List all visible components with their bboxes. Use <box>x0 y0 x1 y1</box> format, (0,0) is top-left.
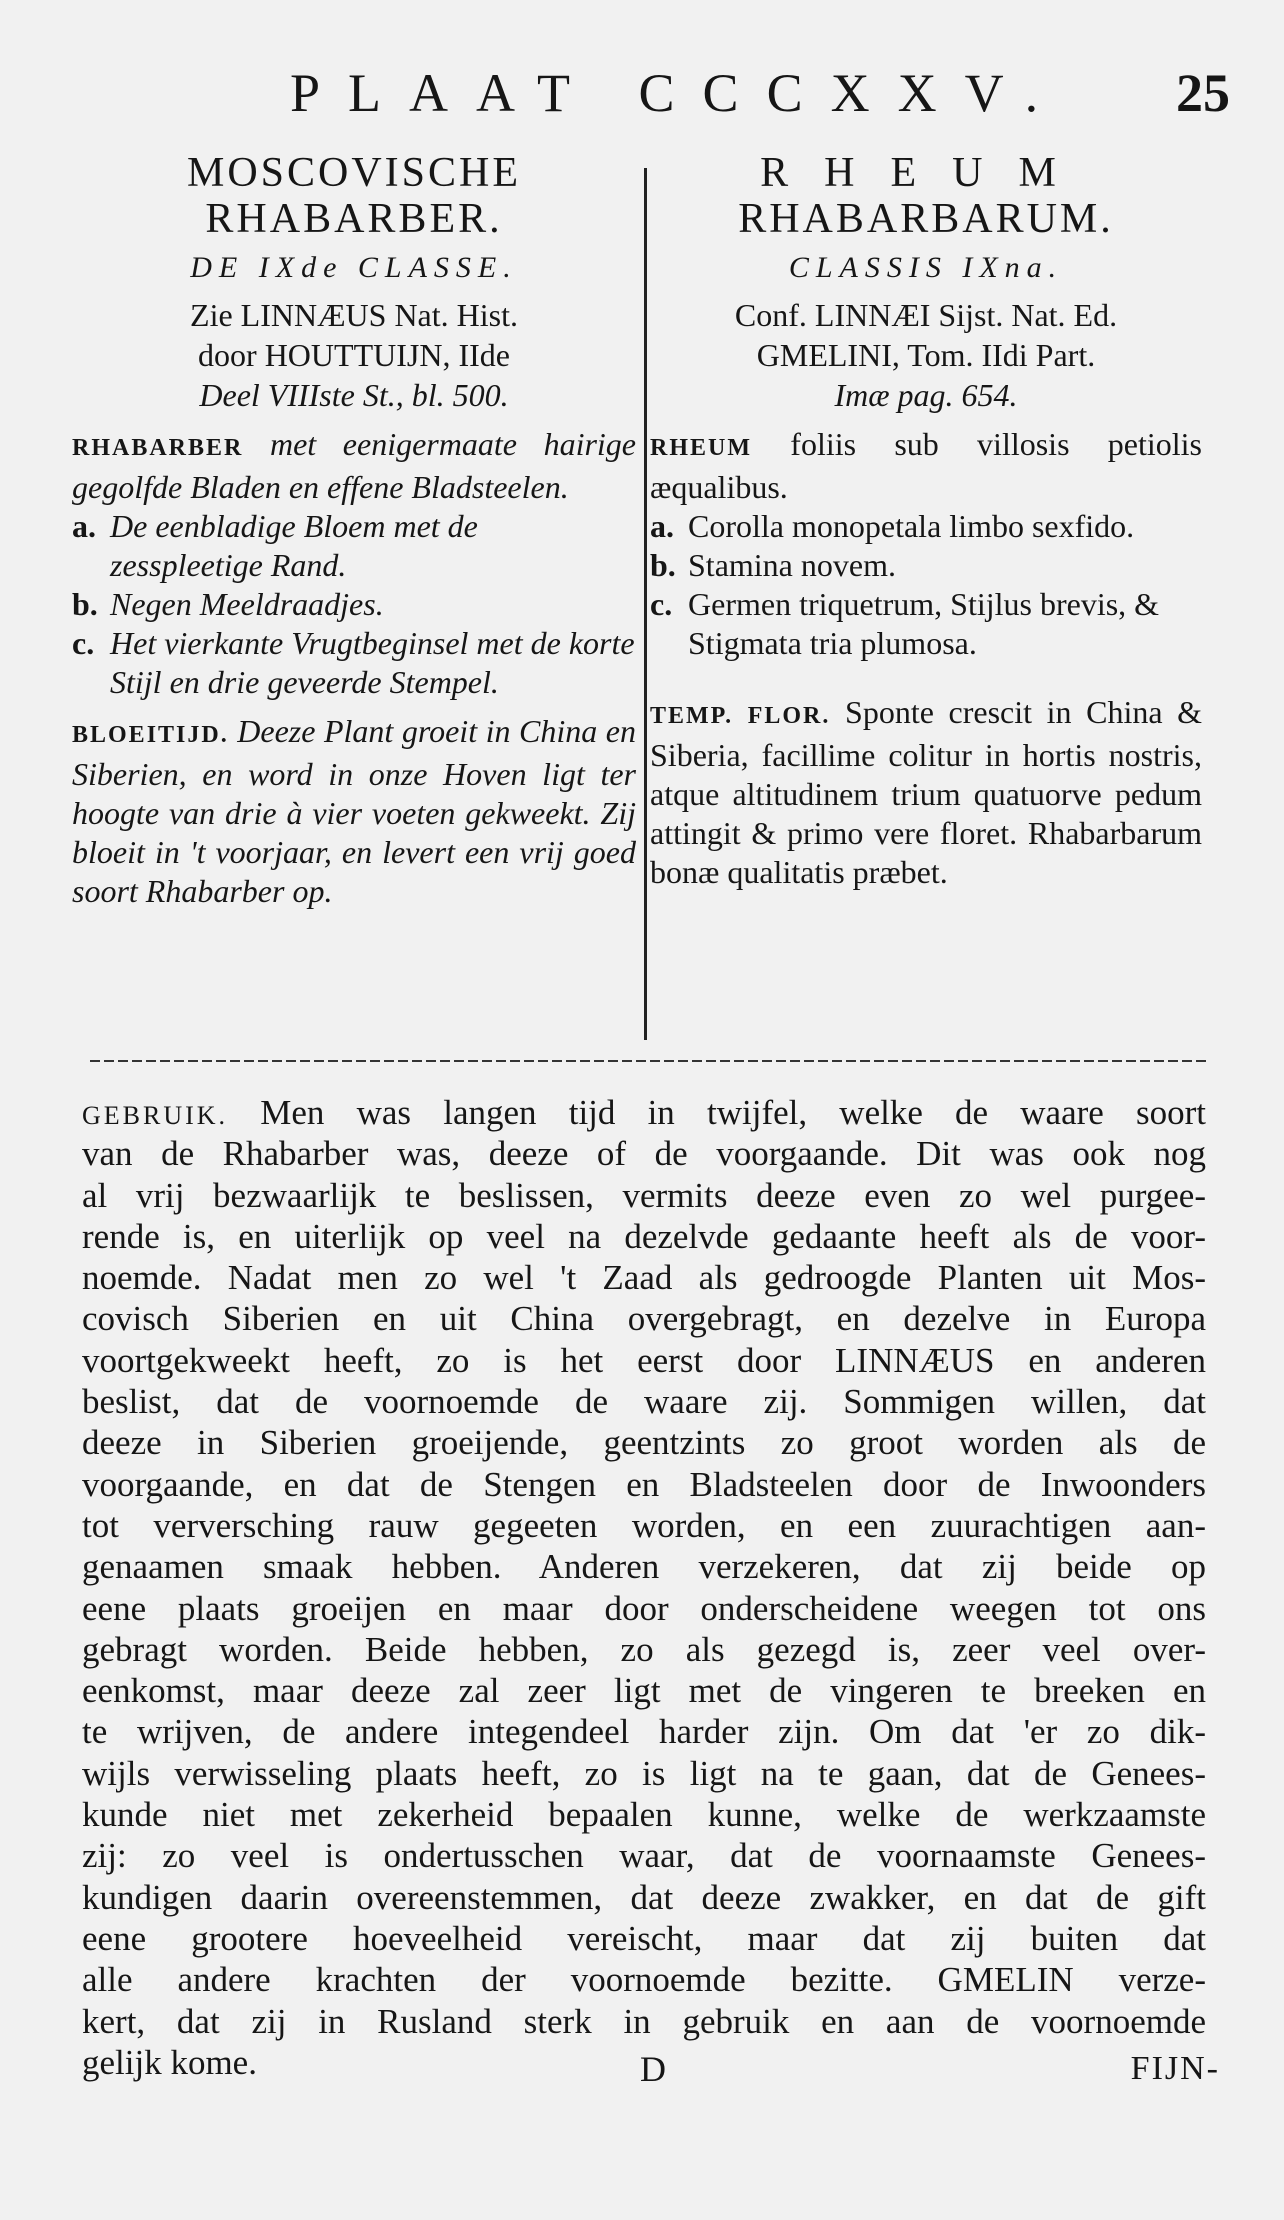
latin-item-c <box>650 585 1202 663</box>
running-head <box>290 62 1230 132</box>
item-label: a. <box>72 508 96 544</box>
latin-title-line-1: RHEUM <box>760 150 1092 196</box>
text-line: al vrij bezwaarlijk te beslissen, vermits deeze even zo wel purgee- <box>82 1175 1206 1215</box>
item-label: c. <box>650 586 673 622</box>
dutch-item-a <box>72 507 636 585</box>
latin-flowering-lead: TEMP. FLOR. <box>650 703 831 729</box>
dutch-class-label: DE IXde CLASSE. <box>190 251 518 284</box>
text-line: van de Rhabarber was, deeze of de voorgaande. Dit was ook nog <box>82 1134 1206 1174</box>
signature-mark: D <box>640 2049 666 2089</box>
latin-reference-1: Conf. LINNÆI Sijst. Nat. Ed. <box>734 297 1118 333</box>
dutch-reference-3: Deel VIIIste St., bl. 500. <box>199 377 509 413</box>
text-line: eenkomst, maar deeze zal zeer ligt met de vingeren te breeken en <box>82 1671 1206 1711</box>
latin-class-label: CLASSIS IXna. <box>788 251 1064 284</box>
dutch-reference-1: Zie LINNÆUS Nat. Hist. <box>190 297 518 333</box>
item-label: b. <box>650 547 676 583</box>
item-text: Het vierkante Vrugtbeginsel met de korte Stijl en drie geveerde Stempel. <box>110 625 635 700</box>
text-line: gebragt worden. Beide hebben, zo als gezegd is, zeer veel over- <box>82 1629 1206 1669</box>
dutch-item-c <box>72 624 636 702</box>
text-line: te wrijven, de andere integendeel harder zijn. Om dat 'er zo dik- <box>82 1712 1206 1752</box>
item-text: Corolla monopetala limbo sexfido. <box>688 508 1135 544</box>
dutch-flowering-lead: BLOEITIJD. <box>72 722 229 748</box>
gebruik-paragraph <box>82 1092 1206 2083</box>
dutch-flowering <box>72 712 636 911</box>
latin-column <box>650 150 1202 892</box>
latin-description <box>650 425 1202 507</box>
dutch-description <box>72 425 636 507</box>
plate-title: PLAAT CCCXXV. <box>290 63 1067 123</box>
text-line: kert, dat zij in Rusland sterk in gebruik en aan de voornoemde <box>82 2001 1206 2041</box>
dutch-title-line-1: MOSCOVISCHE <box>186 150 522 196</box>
item-label: a. <box>650 508 674 544</box>
latin-description-text: foliis sub villosis petiolis æqualibus. <box>650 426 1203 505</box>
latin-item-b <box>650 546 1202 585</box>
column-divider <box>644 168 647 1040</box>
text-line: covisch Siberien en uit China overgebragt, en dezelve in Europa <box>82 1299 1206 1339</box>
item-text: Germen triquetrum, Stijlus brevis, & Stigmata tria plumosa. <box>688 586 1160 661</box>
latin-flowering-text: Sponte crescit in China & Siberia, facillime colitur in hortis nostris, atque altitudinem trium quatuorve pedum attingit & primo vere floret. Rhabarbarum bonæ qualitatis præbet. <box>650 694 1203 890</box>
text-line: voorgaande, en dat de Stengen en Bladsteelen door de Inwoonders <box>82 1464 1206 1504</box>
text-line <box>82 1092 1206 1133</box>
page-number: 25 <box>1176 63 1230 123</box>
text-line: eene grootere hoeveelheid vereischt, maar dat zij buiten dat <box>82 1918 1206 1958</box>
dutch-item-b <box>72 585 636 624</box>
text-line: tot verversching rauw gegeeten worden, en een zuurachtigen aan- <box>82 1505 1206 1545</box>
text-line: kunde niet met zekerheid bepaalen kunne, welke de werkzaamste <box>82 1795 1206 1835</box>
dutch-column <box>72 150 636 911</box>
text-line: wijls verwisseling plaats heeft, zo is ligt na te gaan, dat de Genees- <box>82 1753 1206 1793</box>
text-line: eene plaats groeijen en maar door onderscheidene weegen tot ons <box>82 1588 1206 1628</box>
text-line: alle andere krachten der voornoemde bezitte. GMELIN verze- <box>82 1960 1206 2000</box>
latin-item-a <box>650 507 1202 546</box>
latin-reference-2: GMELINI, Tom. IIdi Part. <box>756 337 1096 373</box>
latin-title-line-2: RHABARBARUM. <box>738 196 1114 242</box>
text-line: gelijk kome. <box>82 2042 257 2082</box>
dutch-description-lead: RHABARBER <box>72 435 244 461</box>
item-label: c. <box>72 625 95 661</box>
item-text: Negen Meeldraadjes. <box>110 586 384 622</box>
text-line: noemde. Nadat men zo wel 't Zaad als gedroogde Planten uit Mos- <box>82 1258 1206 1298</box>
latin-flowering <box>650 693 1202 892</box>
dutch-flowering-text: Deeze Plant groeit in China en Siberien, en word in onze Hoven ligt ter hoogte van drie à vier voeten gekweekt. Zij bloeit in 't voorjaar, en levert een vrij goed soort Rhabarber op. <box>72 713 637 909</box>
item-text: De eenbladige Bloem met de zesspleetige Rand. <box>110 508 478 583</box>
item-label: b. <box>72 586 98 622</box>
dutch-title-line-2: RHABARBER. <box>205 196 503 242</box>
text-line: zij: zo veel is ondertusschen waar, dat de voornaamste Genees- <box>82 1836 1206 1876</box>
latin-description-lead: RHEUM <box>650 435 752 461</box>
dutch-description-text: met eenigermaate hairige gegolfde Bladen en effene Bladsteelen. <box>72 426 637 505</box>
text-line: rende is, en uiterlijk op veel na dezelvde gedaante heeft als de voor- <box>82 1216 1206 1256</box>
text-line: beslist, dat de voornoemde de waare zij. Sommigen willen, dat <box>82 1382 1206 1422</box>
item-text: Stamina novem. <box>688 547 896 583</box>
dutch-reference-2: door HOUTTUIJN, IIde <box>198 337 510 373</box>
text-line: genaamen smaak hebben. Anderen verzekeren, dat zij beide op <box>82 1547 1206 1587</box>
text-line: deeze in Siberien groeijende, geentzints zo groot worden als de <box>82 1423 1206 1463</box>
text-line: voortgekweekt heeft, zo is het eerst door LINNÆUS en anderen <box>82 1340 1206 1380</box>
section-divider <box>90 1060 1210 1062</box>
text-line-content: Men was langen tijd in twijfel, welke de waare soort <box>260 1093 1207 1132</box>
gebruik-lead: GEBRUIK. <box>82 1101 229 1130</box>
text-line: kundigen daarin overeenstemmen, dat deeze zwakker, en dat de gift <box>82 1877 1206 1917</box>
catchword: FIJN- <box>1130 2050 1220 2087</box>
latin-reference-3: Imæ pag. 654. <box>834 377 1018 413</box>
